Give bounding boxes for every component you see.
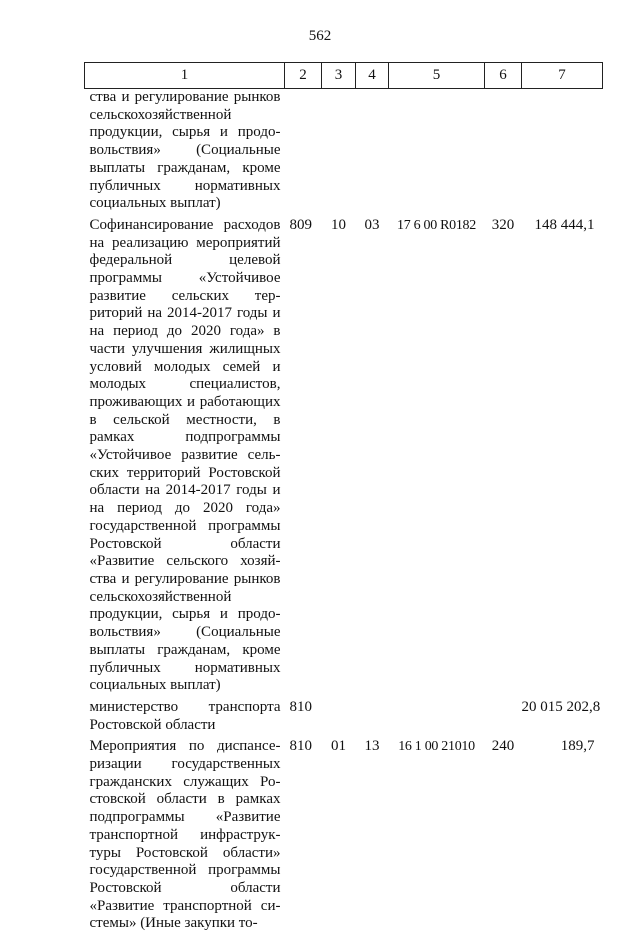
subsection-code: 13	[364, 738, 380, 755]
row-description: Мероприятия по диспансеризации государственных гражданских служащих Ростовской области в рамках подпрограммы «Развитие транспортной инфраструктуры Ростовской области» государственной программы Ростовской области «Развитие транспортной системы» (Иные закупки то-	[89, 738, 281, 932]
page-number: 562	[308, 28, 332, 44]
column-header: 6	[485, 63, 522, 89]
subsection-code	[356, 89, 389, 213]
section-code	[322, 699, 356, 734]
table-row	[85, 699, 603, 734]
subsection-code: 03	[364, 216, 380, 233]
amount: 20 015 202,8	[521, 698, 601, 715]
column-header: 2	[285, 63, 322, 89]
expense-type-code: 320	[491, 216, 515, 233]
target-article-code: 17 6 00 R0182	[397, 217, 476, 233]
row-description: ства и регулирование рынков сельскохозяйственной продукции, сырья и продовольствия» (Социальные выплаты гражданам, кроме публичных нормативных социальных выплат)	[89, 89, 281, 212]
ministry-code: 810	[289, 738, 312, 755]
subsection-code	[356, 699, 389, 734]
section-code: 10	[331, 216, 346, 233]
target-article-code	[389, 699, 485, 734]
ministry-code	[285, 89, 322, 213]
amount: 189,7	[560, 738, 595, 755]
column-header: 1	[85, 63, 285, 89]
table-row	[85, 89, 603, 213]
target-article-code	[389, 89, 485, 213]
table-row	[85, 217, 603, 695]
row-description: министерство транспорта Ростовской области	[89, 698, 281, 733]
amount: 148 444,1	[534, 216, 595, 233]
expense-type-code	[485, 699, 522, 734]
target-article-code: 16 1 00 21010	[398, 739, 475, 755]
section-code	[322, 89, 356, 213]
column-header: 3	[322, 63, 356, 89]
expense-type-code: 240	[491, 738, 515, 755]
section-code: 01	[331, 738, 346, 755]
budget-table	[84, 62, 603, 933]
expense-type-code	[485, 89, 522, 213]
table-row	[85, 738, 603, 933]
row-description: Софинансирование расходов на реализацию мероприятий федеральной целевой программы «Устойчивое развитие сельских территорий на 2014-2017 годы и на период до 2020 года» в части улучшения жилищных условий молодых семей и молодых специалистов, проживающих и работающих в сельской местности, в рамках подпрограммы «Устойчивое развитие сельских территорий Ростовской области на 2014-2017 годы и на период до 2020 года» государственной программы Ростовской области «Развитие сельского хозяйства и регулирование рынков сельскохозяйственной продукции, сырья и продовольствия» (Социальные выплаты гражданам, кроме публичных нормативных социальных выплат)	[89, 216, 281, 694]
table-header-row	[85, 63, 603, 89]
ministry-code: 809	[289, 216, 312, 233]
ministry-code: 810	[289, 698, 312, 715]
column-header: 7	[522, 63, 603, 89]
amount	[522, 89, 603, 213]
column-header: 4	[356, 63, 389, 89]
column-header: 5	[389, 63, 485, 89]
